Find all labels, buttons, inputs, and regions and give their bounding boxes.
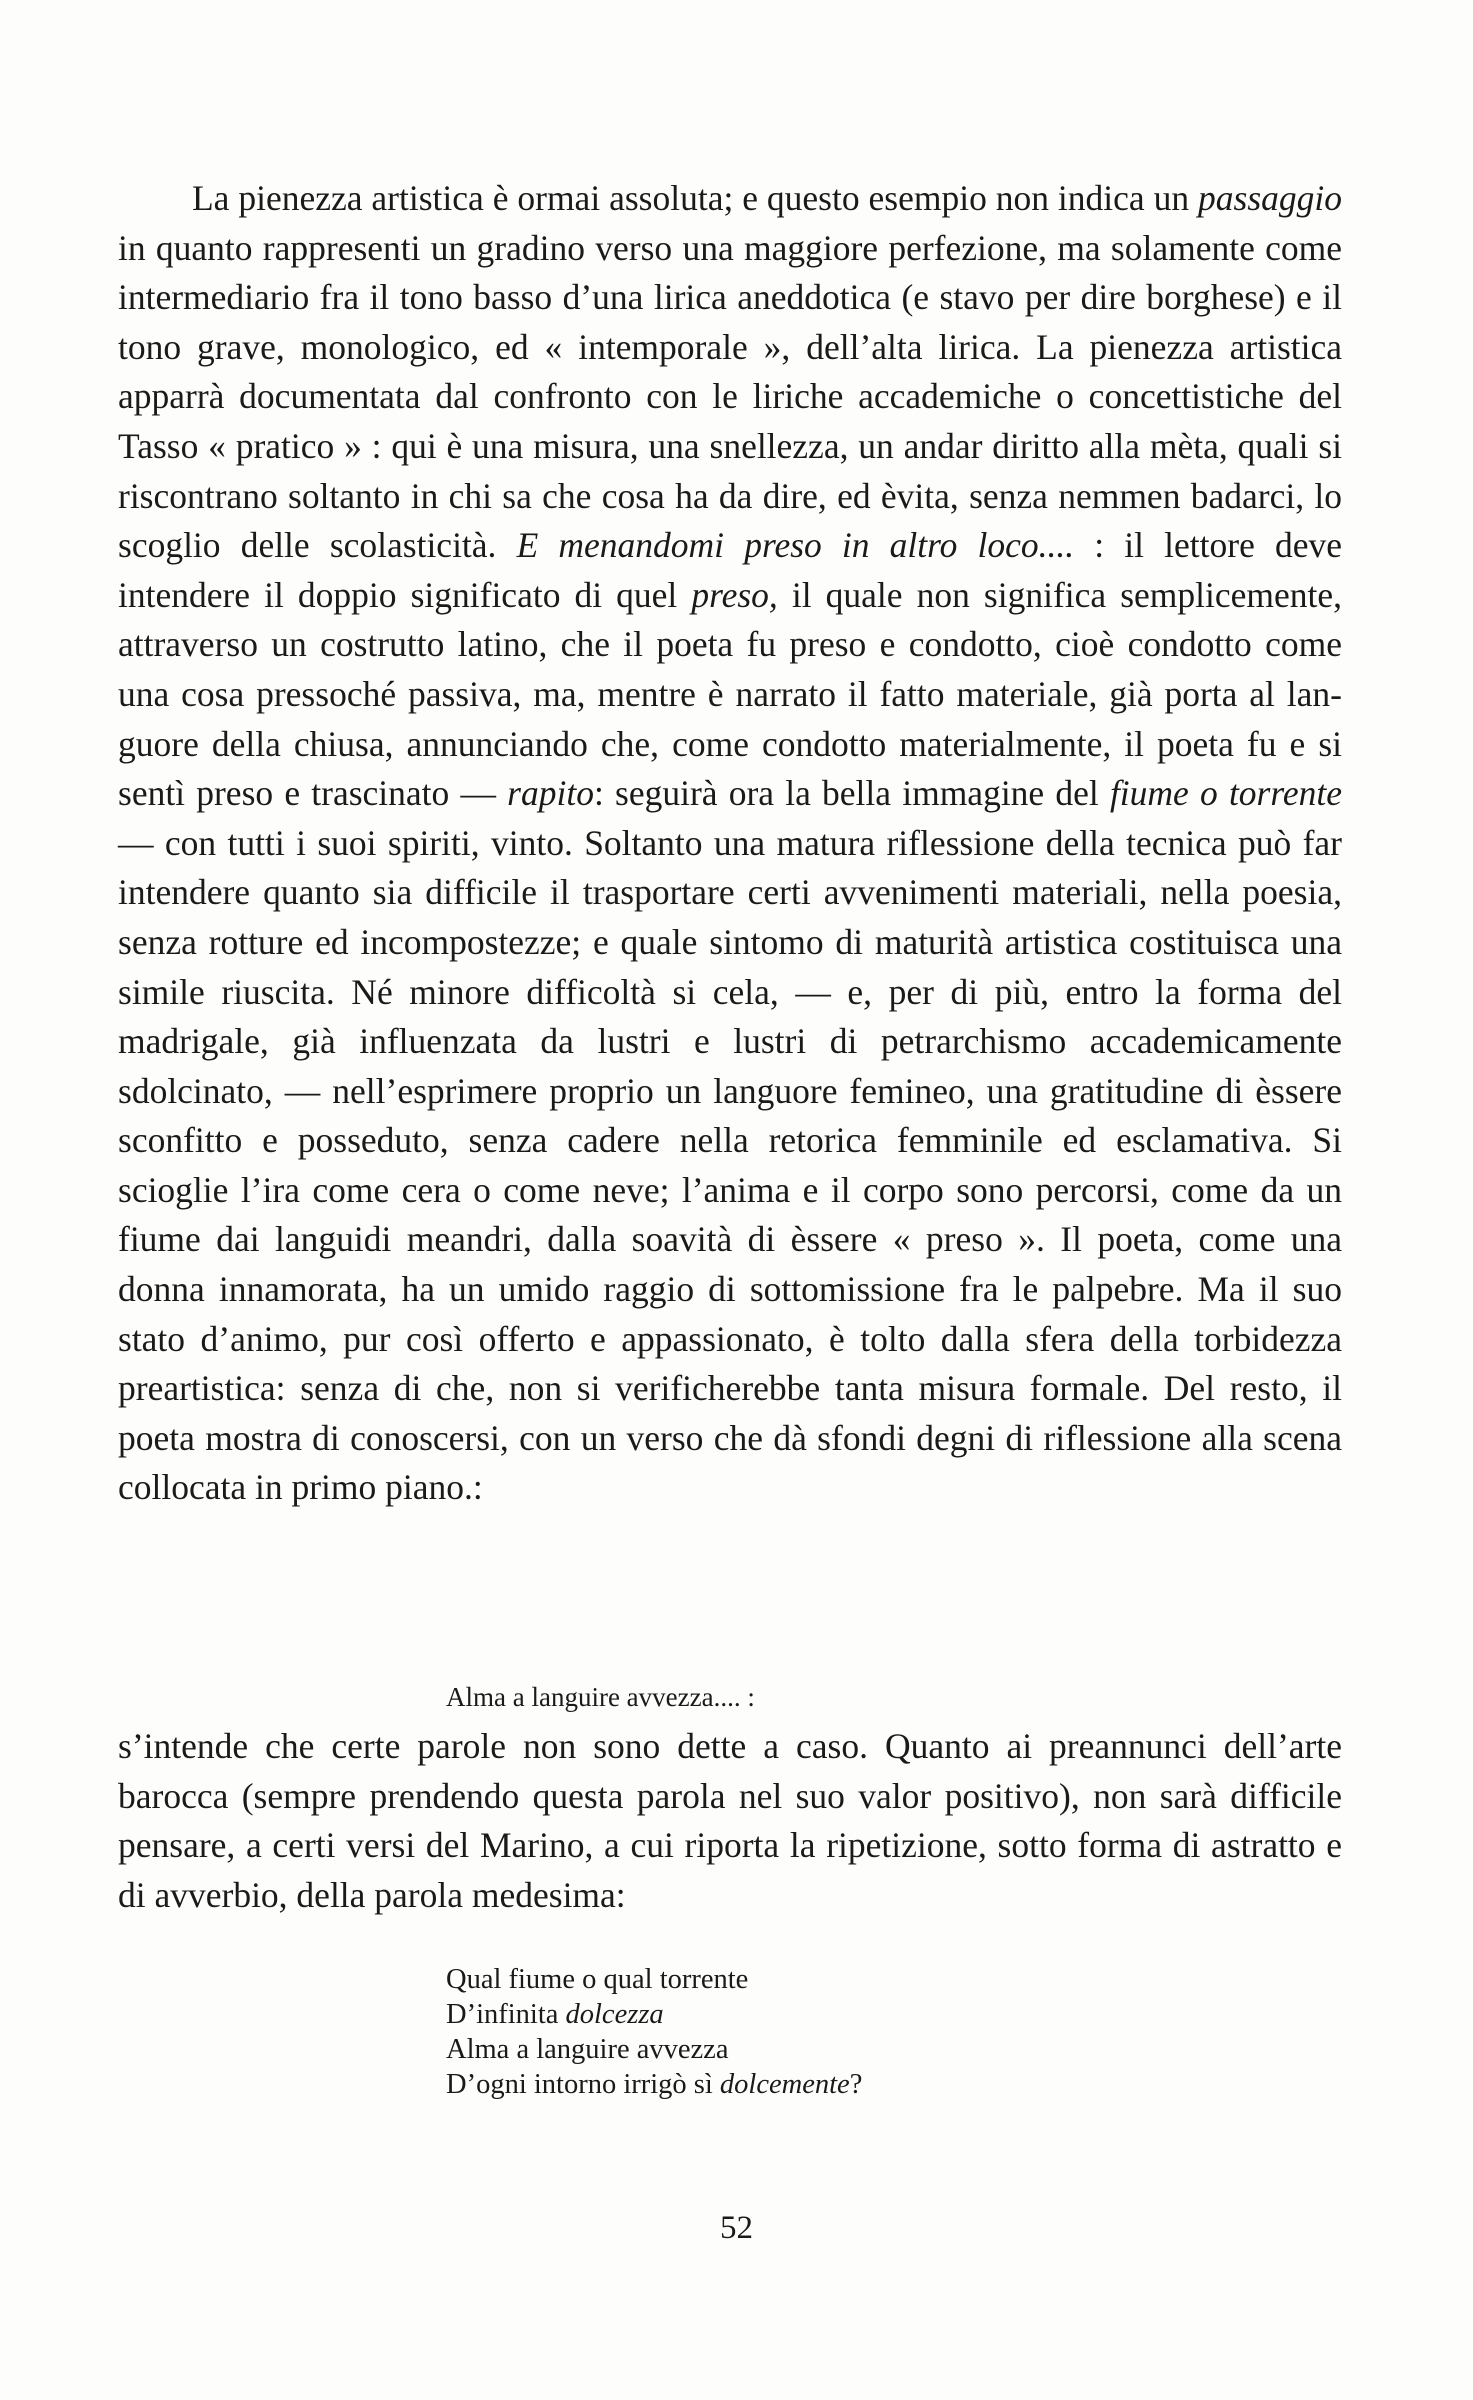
verse-block <box>446 1962 862 2102</box>
verse-quotation: Alma a languire avvezza.... : <box>446 1682 755 1712</box>
paragraph-1-text-2: in quanto rappresenti un gradino verso una maggiore perfezione, ma solamente come intermediario fra il tono basso d’una lirica aneddotica (e stavo per dire borghese) e il tono grave, monologico, ed « intemporale », dell’alta lirica. La pienezza artistica apparrà documentata dal confronto con le liriche accademiche o concettistiche del Tasso « pratico » : qui è una misura, una snellezza, un andar diritto alla mèta, quali si riscontrano soltanto in chi sa che cosa ha da dire, ed èvita, senza nemmen badarci, lo scoglio delle scolasticità. <box>118 227 1342 566</box>
verse-line-3: Alma a languire avvezza <box>446 2034 729 2065</box>
paragraph-main <box>118 174 1342 1513</box>
verse-line-4 <box>446 2067 862 2102</box>
emphasis-passaggio: passaggio <box>1198 178 1342 218</box>
paragraph-2-text: s’intende che certe parole non sono dette a caso. Quanto ai preannunci dell’arte barocca (sempre prendendo questa parola nel suo valor positivo), non sarà difficile pensare, a certi versi del Marino, a cui riporta la ripetizione, sotto forma di astratto e di avverbio, della parola medesima: <box>118 1726 1342 1915</box>
verse-line-1: Qual fiume o qual torrente <box>446 1964 749 1995</box>
verse-line-2-text: D’infinita <box>446 1999 566 2030</box>
verse-line-2 <box>446 1997 862 2032</box>
paragraph-continuation <box>118 1722 1342 1920</box>
paragraph-1-text-3: : il lettore deve intendere il doppio significato di quel <box>118 525 1343 615</box>
paragraph-1-text-5: : seguirà ora la bella immagine del <box>593 773 1110 814</box>
paragraph-1-text-1: La pienezza artistica è ormai assoluta; e questo esempio non indica un <box>192 178 1198 218</box>
emphasis-preso: preso, <box>691 574 778 615</box>
emphasis-fiume-o-torrente: fiume o torrente <box>1109 773 1342 814</box>
verse-line-4-italic: dolcemente <box>719 2069 850 2100</box>
quoted-verse-inline: E menandomi preso in altro loco.... <box>516 525 1075 566</box>
paragraph-1-text-6: — con tutti i suoi spiriti, vinto. Soltanto una matura riflessione della tecnica può far intendere quanto sia difficile il trasportare certi avvenimenti materiali, nella poesia, senza rotture ed incompostezze; e quale sintomo di maturità artistica costituisca una simile riuscita. Né minore difficoltà si cela, — e, per di più, entro la forma del madrigale, già influenzata da lustri e lustri di petrarchismo accademicamente sdolcinato, — nell’esprimere proprio un languore femineo, una gratitudine di èssere sconfitto e posseduto, senza cadere nella retorica femminile ed esclamativa. Si scioglie l’ira come cera o come neve; l’anima e il corpo sono percorsi, come da un fiume dai languidi meandri, dalla soavità di èssere « preso ». Il poeta, come una donna innamorata, ha un umido raggio di sottomissione fra le palpebre. Ma il suo stato d’animo, pur così offerto e appassionato, è tolto dalla sfera della torbidezza preartistica: senza di che, non si verificherebbe tanta misura formale. Del resto, il poeta mostra di conoscersi, con un verso che dà sfondi degni di riflessione alla scena collocata in primo piano.: <box>118 822 1342 1508</box>
page-number: 52 <box>720 2210 753 2246</box>
paragraph-1-text-4: il quale non significa semplicemente, attraverso un costrutto latino, che il poeta fu preso e condotto, cioè condotto come una cosa pressoché passiva, ma, mentre è narrato il fatto materiale, già porta al languore della chiusa, annunciando che, come condotto materialmente, il poeta fu e si sentì preso e trascinato — <box>118 574 1342 814</box>
verse-line-4-end: ? <box>849 2069 863 2100</box>
verse-line-2-italic: dolcezza <box>565 1999 664 2030</box>
verse-line-4-text: D’ogni intorno irrigò sì <box>446 2069 720 2100</box>
emphasis-rapito: rapito <box>507 773 594 814</box>
